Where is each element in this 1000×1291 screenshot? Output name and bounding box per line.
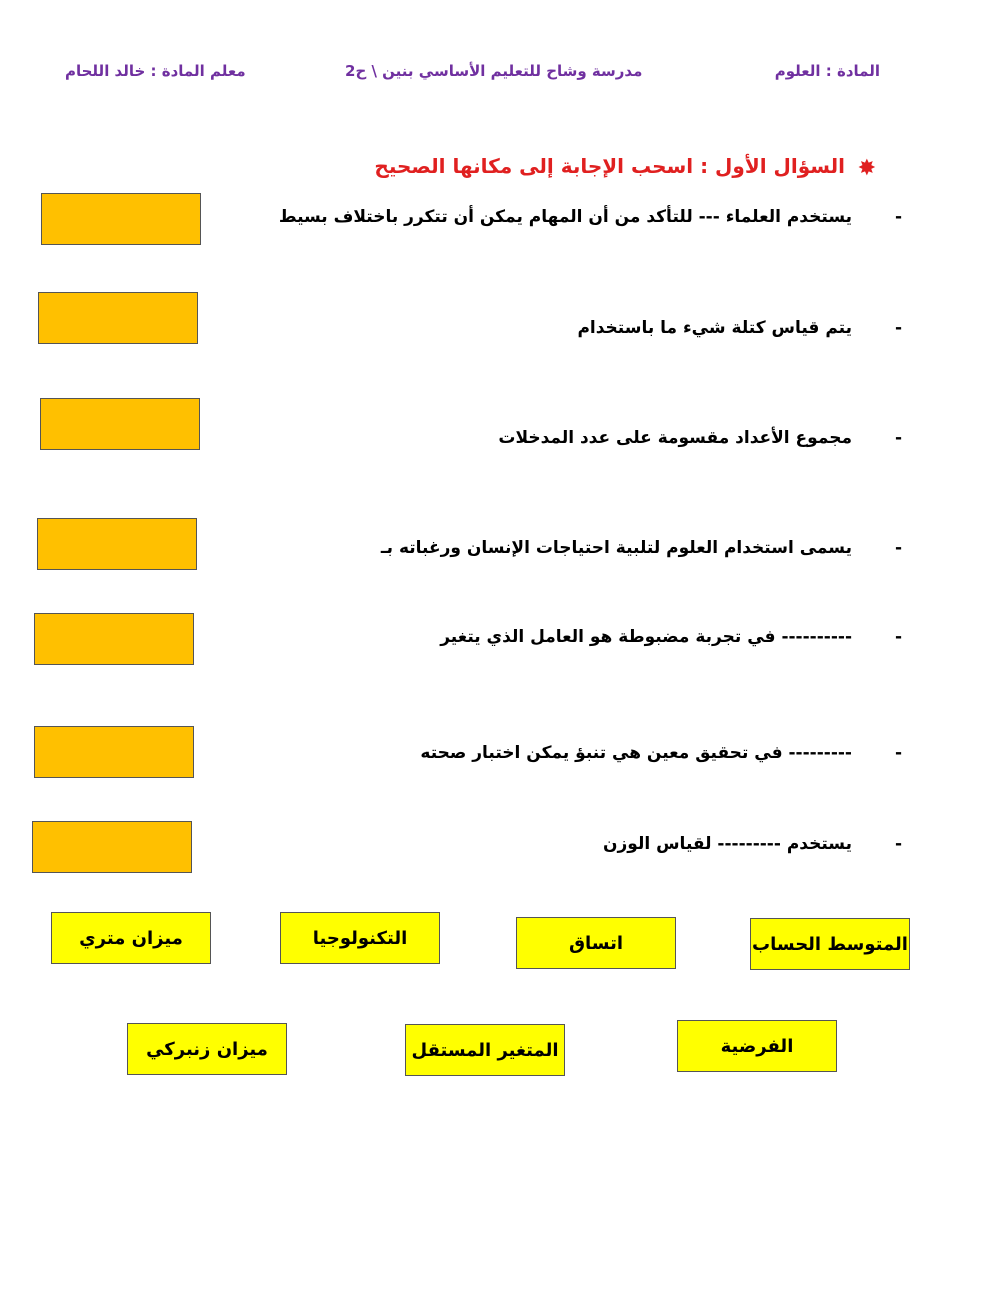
question-text: ---------- في تجربة مضبوطة هو العامل الذي يتغير [440,627,852,647]
drop-zone-7[interactable] [32,821,192,873]
drop-zone-3[interactable] [40,398,200,450]
school-label: مدرسة وشاح للتعليم الأساسي بنين \ ح2 [345,62,643,80]
answer-chip-technology[interactable]: التكنولوجيا [280,912,440,964]
question-text: يستخدم --------- لقياس الوزن [603,834,852,854]
question-row [381,538,902,558]
bullet-dash: - [894,627,902,647]
question-text: يسمى استخدام العلوم لتلبية احتياجات الإنسان ورغباته بـ [380,538,852,558]
question-row [498,428,902,448]
question-text: مجموع الأعداد مقسومة على عدد المدخلات [498,428,852,448]
question-row [603,834,902,854]
bullet-dash: - [894,743,902,763]
bullet-dash: - [894,834,902,854]
answer-chip-metric-scale[interactable]: ميزان متري [51,912,211,964]
question-row [440,627,902,647]
bullet-dash: - [894,318,902,338]
question-text: يتم قياس كتلة شيء ما باستخدام [577,318,852,338]
star-icon: ✸ [857,156,876,181]
drop-zone-4[interactable] [37,518,197,570]
question-text: --------- في تحقيق معين هي تنبؤ يمكن اختبار صحته [420,743,852,763]
question-row [279,207,902,227]
answer-chip-consistency[interactable]: اتساق [516,917,676,969]
answer-chip-spring-scale[interactable]: ميزان زنبركي [127,1023,287,1075]
bullet-dash: - [894,538,902,558]
subject-label: المادة : العلوم [774,62,880,80]
question-row [420,743,902,763]
drop-zone-1[interactable] [41,193,201,245]
bullet-dash: - [894,428,902,448]
drop-zone-5[interactable] [34,613,194,665]
question-text: يستخدم العلماء --- للتأكد من أن المهام يمكن أن تتكرر باختلاف بسيط [278,207,852,227]
teacher-label: معلم المادة : خالد اللحام [65,62,246,80]
drop-zone-6[interactable] [34,726,194,778]
answer-chip-independent-variable[interactable]: المتغير المستقل [405,1024,565,1076]
bullet-dash: - [894,207,902,227]
question-title: السؤال الأول : اسحب الإجابة إلى مكانها الصحيح [374,154,845,178]
drop-zone-2[interactable] [38,292,198,344]
answer-chip-hypothesis[interactable]: الفرضية [677,1020,837,1072]
question-row [577,318,902,338]
answer-chip-mean[interactable]: المتوسط الحساب [750,918,910,970]
